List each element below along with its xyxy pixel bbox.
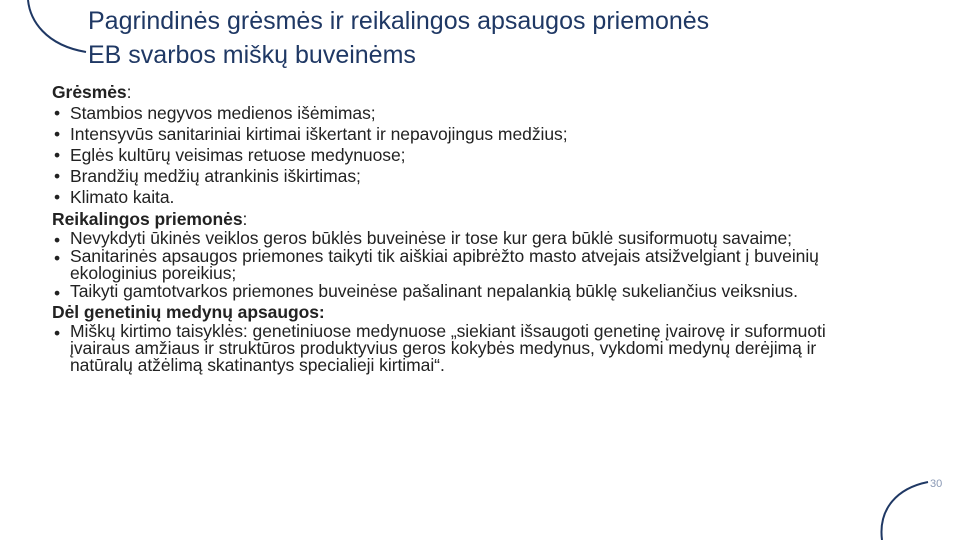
genetic-heading-text: Dėl genetinių medynų apsaugos: [52,302,325,322]
threats-heading [52,82,852,102]
list-item-text: • Taikyti gamtotvarkos priemones buveinėse pašalinant nepalankią būklę sukeliančius veiksnius. [70,281,798,301]
measures-heading-colon: : [242,209,248,229]
page-number: 30 [930,478,943,490]
slide-title-line-1: Pagrindinės grėsmės ir reikalingos apsaugos priemonės [88,7,710,35]
genetic-heading [52,302,852,322]
measures-heading [52,209,852,229]
slide-title [88,4,709,72]
list-item: • Stambios negyvos medienos išėmimas; [52,103,852,123]
threats-heading-text: Grėsmės [52,82,127,102]
measures-list [52,230,852,300]
slide-body [52,82,852,375]
list-item [52,248,852,282]
corner-decoration-arc [868,478,960,540]
list-item-text: • Nevykdyti ūkinės veiklos geros būklės buveinėse ir tose kur gera būklė susiformuotų savaime; [70,228,792,248]
list-item-text: • Sanitarinės apsaugos priemones taikyti tik aiškiai apibrėžto masto atvejais atsižvelgiant į buveinių ekologinius poreikius; [70,246,819,283]
genetic-list [52,323,852,374]
slide-title-line-2: EB svarbos miškų buveinėms [88,41,416,69]
threats-list [52,103,852,207]
threats-heading-colon: : [126,82,132,102]
list-item: • Intensyvūs sanitariniai kirtimai iškertant ir nepavojingus medžius; [52,124,852,144]
list-item-text: • Miškų kirtimo taisyklės: genetiniuose medynuose „siekiant išsaugoti genetinę įvairovę ir suformuoti įvairaus amžiaus ir struktūros produktyvius geros kokybės medynus, vykdomi medynų derėjimą ir natūralų atžėlimą skatinantys specialieji kirtimai“. [70,321,826,375]
list-item [52,283,852,300]
list-item: • Klimato kaita. [52,187,852,207]
list-item [52,323,852,374]
measures-heading-text: Reikalingos priemonės [52,209,243,229]
list-item: • Eglės kultūrų veisimas retuose medynuose; [52,145,852,165]
list-item: • Brandžių medžių atrankinis iškirtimas; [52,166,852,186]
list-item [52,230,852,247]
